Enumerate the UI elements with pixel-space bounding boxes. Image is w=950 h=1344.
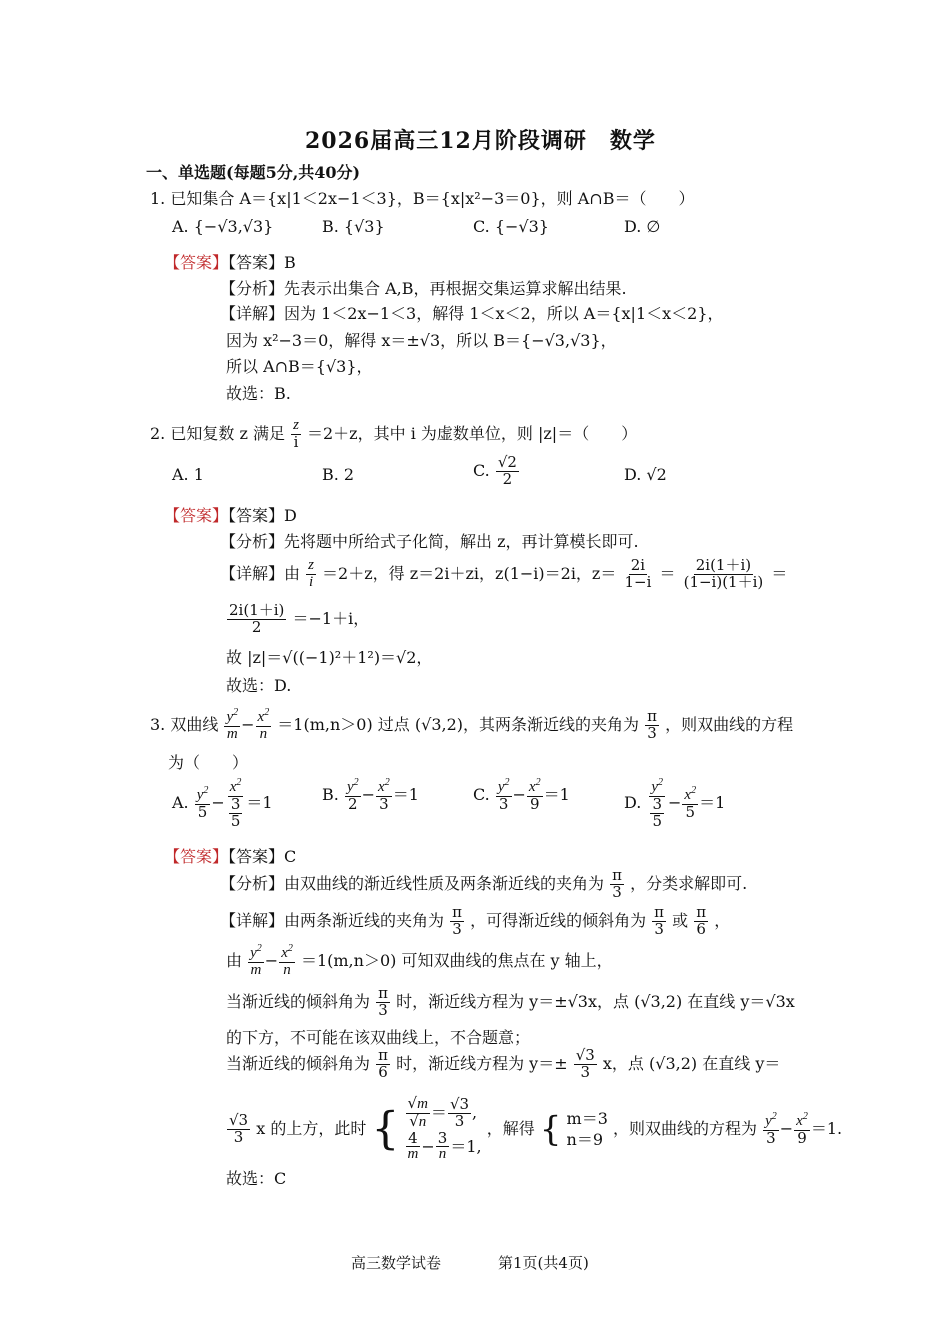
q3-frac-y2-m	[224, 708, 240, 743]
fraction-numerator: 2i(1＋i)	[695, 556, 752, 574]
fraction-numerator: $x^2$	[257, 707, 270, 725]
fraction-denominator: 2	[251, 617, 262, 636]
fraction-numerator: 2i	[630, 556, 646, 574]
q2-option-d: D. √2	[624, 465, 667, 484]
section-heading: 一、单选题(每题5分,共40分)	[146, 163, 361, 182]
q2-frac-z-i	[306, 558, 316, 591]
q3-frac-x2-n	[256, 708, 272, 743]
footer-left: 高三数学试卷	[351, 1254, 442, 1272]
q2-option-c-fraction	[496, 455, 519, 488]
q2-detail-2-post: ＝−1＋i，	[292, 608, 370, 628]
q2-answer: 【答案】D	[228, 506, 297, 525]
q3-analysis: 【分析】由双曲线的渐近线性质及两条渐近线的夹角为 $\frac{\pi}{3}$ ，分类求解即可.	[220, 866, 748, 901]
q1-detail-1: 【详解】因为 1＜2x−1＜3，解得 1＜x＜2，所以 A＝{x|1＜x＜2}，	[220, 304, 724, 323]
fraction-denominator: i	[293, 432, 299, 451]
fraction-numerator: $y^2$	[226, 707, 239, 725]
q3-detail-6: $\frac{√3}{3}$ x 的上方，此时 { $\frac{√m}{√n}$ ＝ $\frac{√3}{3}$ , $\frac{4}{m}$ − $\frac{3}{n}$ ＝1, ，解得 { m＝3 n＝9 ，则双曲线的方程为 $\frac{y^2}{3}$ − $\frac{x^2}{9}$ ＝1.	[229, 1094, 843, 1163]
q2-detail-1-pre: 【详解】由	[220, 563, 301, 583]
q2-answer-line	[164, 503, 297, 526]
q2-stem-pre: 2. 已知复数 z 满足	[150, 423, 285, 443]
left-brace: {	[371, 1103, 400, 1155]
q3-option-c: C. $\frac{y^2}{3}$ − $\frac{x^2}{9}$ ＝1	[473, 777, 570, 813]
q2-detail-1	[220, 558, 787, 591]
q1-detail-4: 故选：B.	[226, 384, 291, 403]
fraction-numerator: π	[647, 707, 657, 725]
footer-page-number: 第1页(共4页)	[498, 1254, 589, 1272]
q1-option-d: D. ∅	[624, 217, 661, 236]
equals-sign: ＝	[659, 563, 676, 583]
q2-option-c	[473, 455, 520, 488]
fraction-denominator: 3	[647, 723, 657, 742]
q2-stem-fraction	[291, 418, 301, 451]
q3-stem-post: ，则双曲线的方程	[665, 714, 794, 734]
q3-detail-5: 当渐近线的倾斜角为 $\frac{\pi}{6}$ 时，渐近线方程为 y＝± $\frac{√3}{3}$ x，点 (√3,2) 在直线 y＝	[226, 1046, 781, 1081]
answer-tag: 【答案】	[164, 253, 229, 272]
q1-stem: 1. 已知集合 A＝{x|1＜2x−1＜3}，B＝{x|x²−3＝0}，则 A∩B＝（ ）	[150, 189, 695, 208]
q3-detail-7: 故选：C	[226, 1169, 287, 1188]
q2-detail-1-mid: ＝2＋z，得 z＝2i＋zi，z(1−i)＝2i，z＝	[322, 563, 617, 583]
q1-option-c: C. {−√3}	[473, 217, 549, 236]
equals-sign: ＝	[771, 563, 788, 583]
q3-stem: 3. 双曲线 $\frac{y^2}{m}$ − $\frac{x^2}{n}$ ＝1(m,n＞0) 过点 (√3,2)，其两条渐近线的夹角为 $\frac{\pi}{3}$ ，则双曲线的方程	[150, 707, 794, 742]
q2-detail-2	[226, 603, 369, 636]
fraction-denominator: m	[226, 725, 238, 742]
q3-answer-line	[164, 844, 296, 867]
q3-frac-pi-3	[645, 709, 659, 742]
q3-detail-1: 【详解】由两条渐近线的夹角为 $\frac{\pi}{3}$ ，可得渐近线的倾斜角为 $\frac{\pi}{3}$ 或 $\frac{\pi}{6}$ ，	[220, 903, 731, 938]
q3-answer: 【答案】C	[228, 847, 297, 866]
q3-option-d: D. $\frac{y^2}{\frac{3}{5}}$ − $\frac{x^2}{5}$ ＝1	[624, 777, 726, 830]
q3-stem-line2: 为（ ）	[168, 753, 249, 772]
q2-analysis: 【分析】先将题中所给式子化简，解出 z，再计算模长即可.	[220, 532, 639, 551]
q1-detail-2: 因为 x²−3＝0，解得 x＝±√3，所以 B＝{−√3,√3}，	[226, 331, 617, 350]
q2-option-a: A. 1	[172, 465, 204, 484]
fraction-denominator: i	[308, 573, 314, 590]
q1-option-a: A. {−√3,√3}	[172, 217, 274, 236]
q3-detail-4: 的下方，不可能在该双曲线上，不合题意；	[226, 1028, 531, 1047]
fraction-numerator: z	[293, 417, 299, 433]
q3-option-b: B. $\frac{y^2}{2}$ − $\frac{x^2}{3}$ ＝1	[322, 777, 419, 813]
q1-answer-line	[164, 250, 296, 273]
fraction-denominator: n	[259, 725, 268, 742]
equation-system: $\frac{√m}{√n}$ ＝ $\frac{√3}{3}$ , $\frac{4}{m}$ − $\frac{3}{n}$ ＝1,	[407, 1094, 482, 1163]
answer-tag: 【答案】	[164, 847, 229, 866]
left-brace: {	[539, 1109, 562, 1150]
q1-option-b: B. {√3}	[322, 217, 385, 236]
q2-option-b: B. 2	[322, 465, 355, 484]
q2-frac-3	[682, 558, 766, 591]
q1-answer: 【答案】B	[228, 253, 296, 272]
fraction-denominator: (1−i)(1＋i)	[683, 572, 764, 591]
q3-detail-3: 当渐近线的倾斜角为 $\frac{\pi}{3}$ 时，渐近线方程为 y＝±√3x，点 (√3,2) 在直线 y＝√3x	[226, 984, 795, 1019]
fraction-numerator: √2	[497, 453, 517, 471]
q1-detail-3: 所以 A∩B＝{√3}，	[226, 357, 373, 376]
q3-detail-2: 由 $\frac{y^2}{m}$ − $\frac{x^2}{n}$ ＝1(m,n＞0) 可知双曲线的焦点在 y 轴上，	[226, 943, 613, 978]
fraction-denominator: 2	[502, 469, 513, 488]
q2-detail-3: 故 |z|＝√((−1)²＋1²)＝√2，	[226, 648, 433, 667]
q3-stem-mid: ＝1(m,n＞0) 过点 (√3,2)，其两条渐近线的夹角为	[277, 714, 640, 734]
q2-option-c-label: C.	[473, 460, 490, 480]
q2-frac-2	[622, 558, 653, 591]
q2-stem	[150, 418, 637, 451]
answer-tag: 【答案】	[164, 506, 229, 525]
q2-detail-4: 故选：D.	[226, 676, 292, 695]
solution-system: m＝3 n＝9	[566, 1108, 608, 1149]
q2-frac-4	[227, 603, 286, 636]
q1-analysis: 【分析】先表示出集合 A,B，再根据交集运算求解出结果.	[220, 279, 627, 298]
fraction-denominator: 1−i	[624, 572, 652, 591]
fraction-numerator: z	[308, 557, 314, 573]
q3-stem-pre: 3. 双曲线	[150, 714, 219, 734]
q2-stem-post: ＝2＋z，其中 i 为虚数单位，则 |z|＝（ ）	[307, 423, 638, 443]
page-title: 2026届高三12月阶段调研 数学	[305, 128, 656, 154]
fraction-numerator: 2i(1＋i)	[229, 601, 285, 619]
q3-option-a: A. $\frac{y^2}{5}$ − $\frac{x^2}{\frac{3}{5}}$ ＝1	[172, 777, 273, 830]
